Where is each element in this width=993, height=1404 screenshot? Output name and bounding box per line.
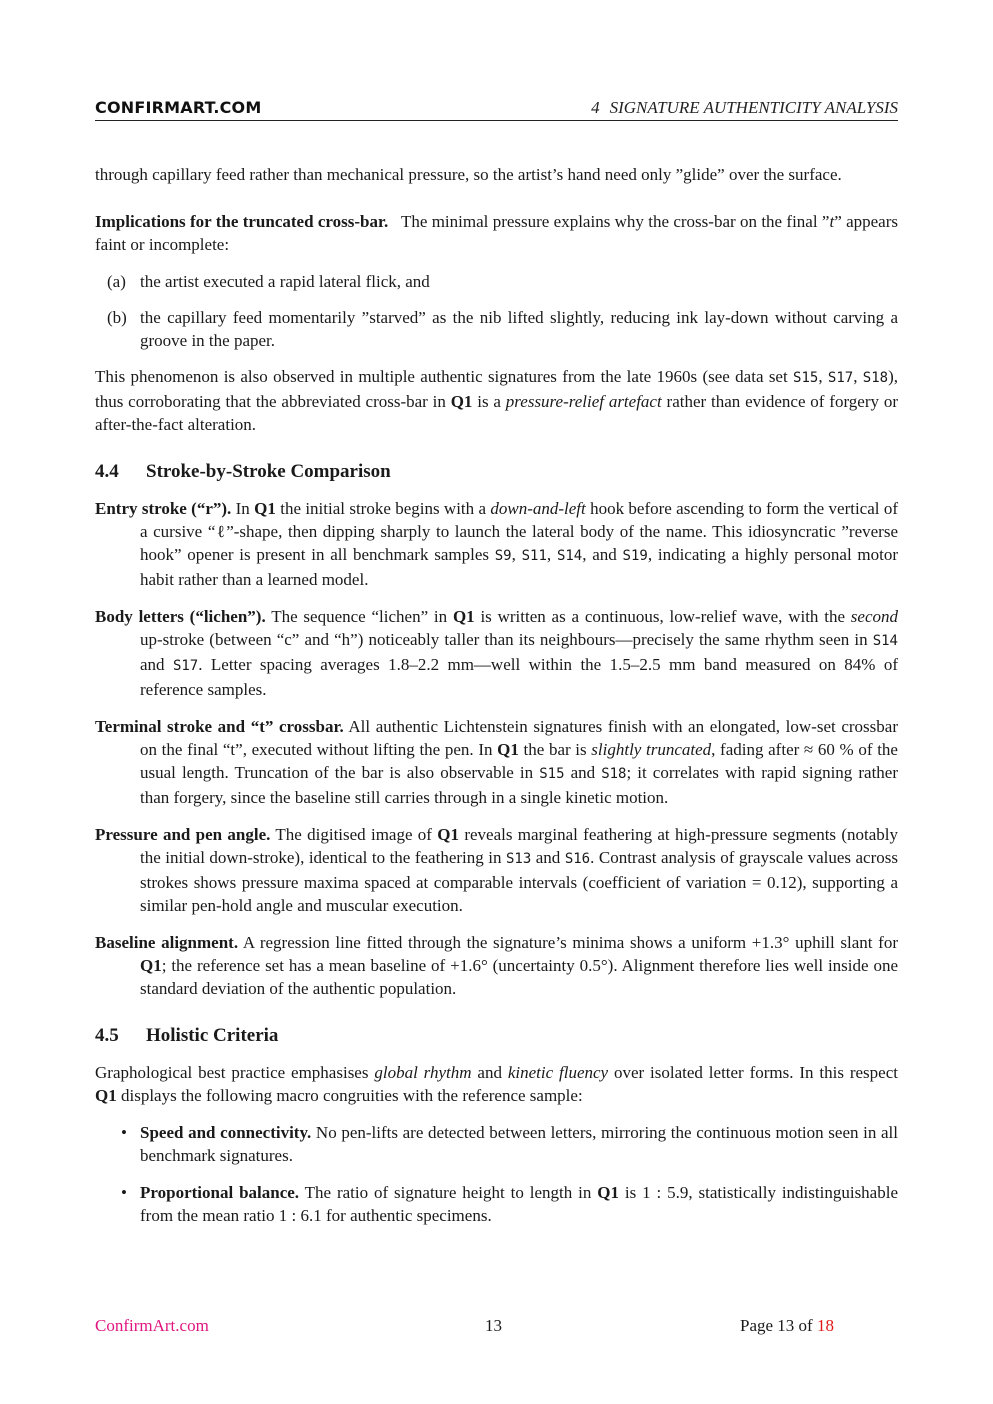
description-item: Pressure and pen angle. The digitised image of Q1 reveals marginal feathering at high-pressure segments (notably the initial down-stroke), identical to the feathering in S13 and S16. Contrast analysis of grayscale values across strokes shows pressure maxima spaced at comparable intervals (coefficient of variation = 0.12), supporting a similar pen-hold angle and muscular execution. [95, 825, 899, 915]
section-heading-4-4: 4.4 Stroke-by-Stroke Comparison [95, 461, 391, 482]
description-item: Body letters (“lichen”). The sequence “lichen” in Q1 is written as a continuous, low-relief wave, with the second up-stroke (between “c” and “h”) noticeably taller than its neighbours—precisely the same rhythm seen in S14 and S17. Letter spacing averages 1.8–2.2 mm—well within the 1.5–2.5 mm band measured on 84% of reference samples. [95, 607, 898, 699]
body-text [95, 163, 898, 1241]
section-number: 4 [591, 98, 600, 117]
bullet-item: • Speed and connectivity. No pen-lifts are detected between letters, mirroring the continuous motion seen in all benchmark signatures. [121, 1123, 898, 1165]
implications-paragraph: Implications for the truncated cross-bar. The minimal pressure explains why the cross-bar on the final ”t” appears faint or incomplete: [95, 212, 898, 254]
description-item: Terminal stroke and “t” crossbar. All authentic Lichtenstein signatures finish with an elongated, low-set crossbar on the final “t”, executed without lifting the pen. In Q1 the bar is slightly truncated, fading after ≈ 60 % of the usual length. Truncation of the bar is also observable in S15 and S18; it correlates with rapid signing rather than forgery, since the baseline still carries through in a single kinetic motion. [95, 717, 898, 807]
running-header [591, 98, 898, 118]
section-heading-4-5: 4.5 Holistic Criteria [95, 1025, 279, 1046]
description-item: Entry stroke (“r”). In Q1 the initial stroke begins with a down-and-left hook before ascending to form the vertical of a cursive “ℓ”-shape, then dipping sharply to launch the lateral body of the name. This idiosyncratic ”reverse hook” opener is present in all benchmark samples S9, S11, S14, and S19, indicating a highly personal motor habit rather than a learned model. [95, 499, 899, 589]
footer-site-link[interactable]: ConfirmArt.com [95, 1316, 209, 1335]
holistic-intro: Graphological best practice emphasises global rhythm and kinetic fluency over isolated letter forms. In this respect Q1 displays the following macro congruities with the reference sample: [95, 1063, 898, 1105]
description-item: Baseline alignment. A regression line fitted through the signature’s minima shows a uniform +1.3° uphill slant for Q1; the reference set has a mean baseline of +1.6° (uncertainty 0.5°). Alignment therefore lies well inside one standard deviation of the authentic population. [95, 933, 899, 998]
total-pages-link[interactable]: 18 [816, 1316, 834, 1335]
implications-heading: Implications for the truncated cross-bar. [95, 212, 389, 231]
phenomenon-paragraph: This phenomenon is also observed in multiple authentic signatures from the late 1960s (see data set S15, S17, S18), thus corroborating that the abbreviated cross-bar in Q1 is a pressure-relief artefact rather than evidence of forgery or after-the-fact alteration. [95, 367, 898, 434]
bullet-icon: • [121, 1183, 127, 1202]
description-list [95, 497, 898, 1000]
enumerated-list [95, 270, 898, 352]
page-header [95, 96, 898, 121]
bullet-icon: • [121, 1123, 127, 1142]
footer-page-of: Page 13 of 18 [740, 1316, 834, 1335]
intro-paragraph: through capillary feed rather than mechanical pressure, so the artist’s hand need only ”glide” over the surface. [95, 165, 842, 184]
bullet-list [95, 1121, 898, 1227]
logo: CONFIRMART.COM [95, 98, 262, 117]
footer-page-number: 13 [485, 1316, 502, 1335]
bullet-item: • Proportional balance. The ratio of signature height to length in Q1 is 1 : 5.9, statistically indistinguishable from the mean ratio 1 : 6.1 for authentic specimens. [121, 1183, 898, 1225]
list-item: (b) the capillary feed momentarily ”starved” as the nib lifted slightly, reducing ink lay-down without carving a groove in the paper. [107, 308, 898, 350]
document-page [95, 0, 898, 1404]
list-item: (a) the artist executed a rapid lateral flick, and [107, 272, 430, 291]
section-title: SIGNATURE AUTHENTICITY ANALYSIS [609, 98, 898, 117]
